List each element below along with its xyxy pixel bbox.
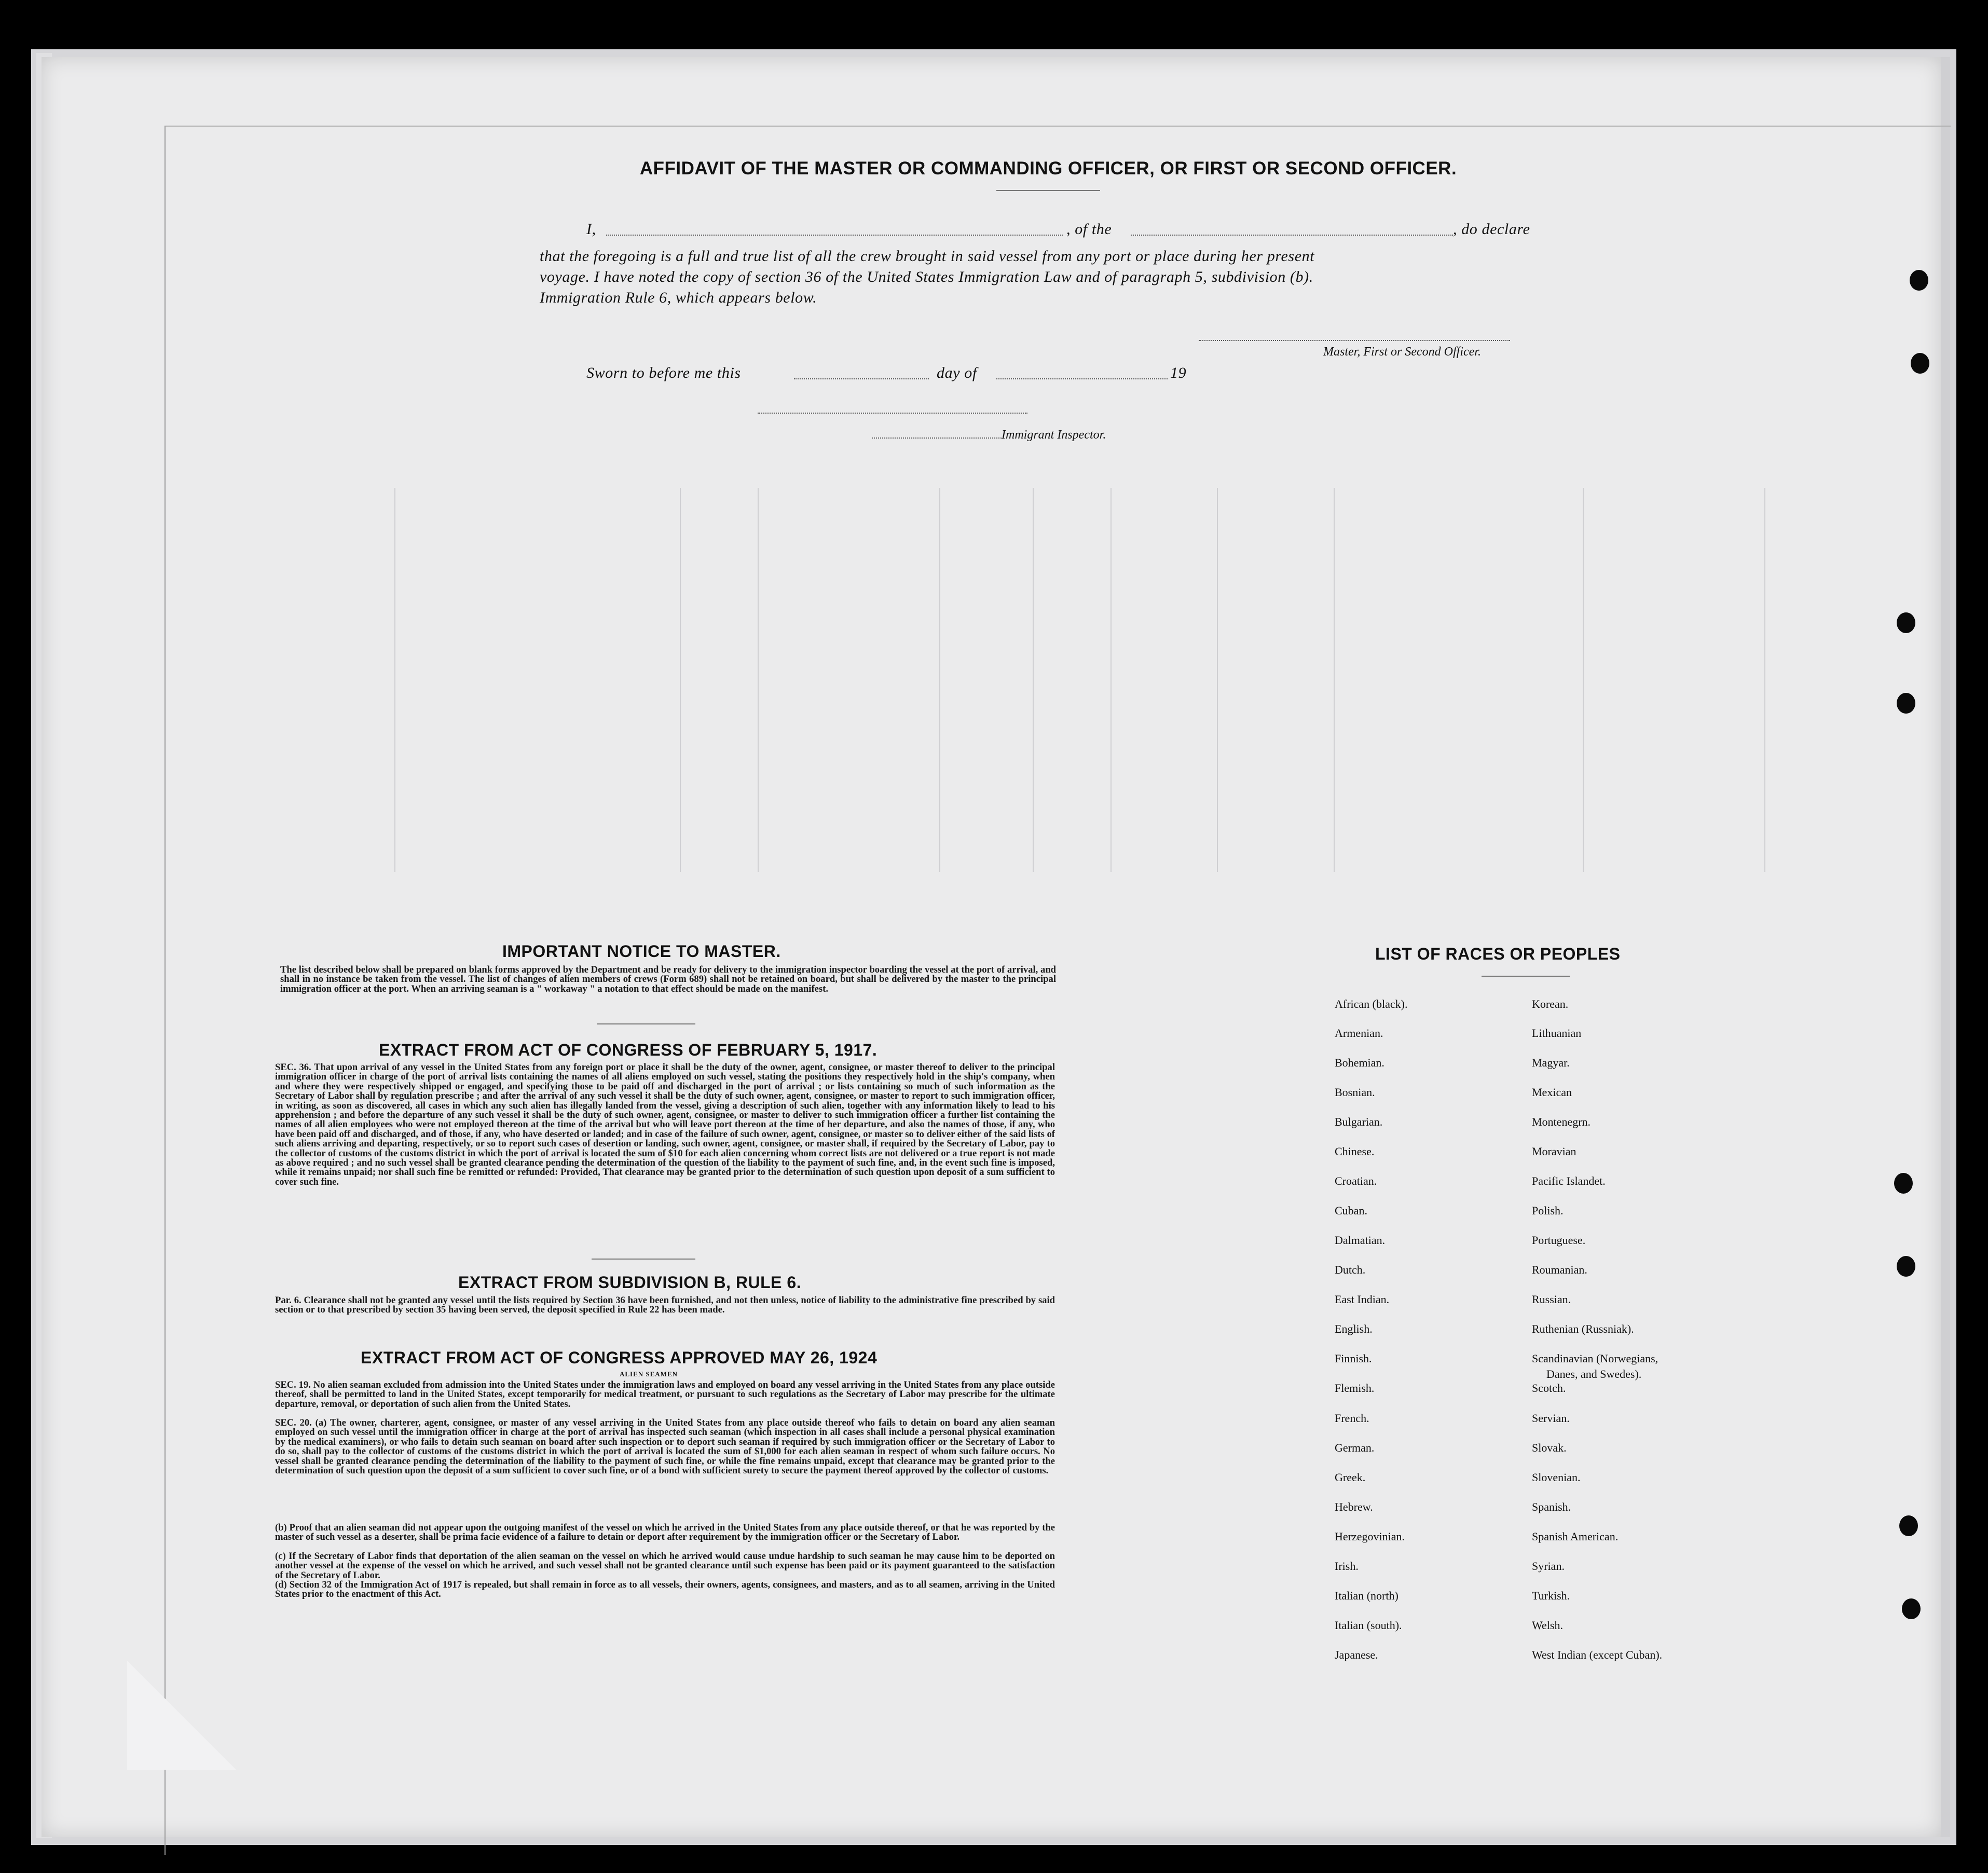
race-item-scandinavian-cont: Danes, and Swedes). [1546, 1368, 1642, 1380]
ghost-gridline [1217, 488, 1218, 872]
race-item: Mexican [1532, 1086, 1572, 1099]
race-item: West Indian (except Cuban). [1532, 1648, 1663, 1661]
master-caption: Master, First or Second Officer. [1323, 345, 1481, 359]
race-item: Spanish. [1532, 1500, 1571, 1513]
race-item: Moravian [1532, 1145, 1576, 1158]
race-item: Syrian. [1532, 1560, 1565, 1573]
race-item: Dalmatian. [1335, 1234, 1386, 1247]
extract-1924-sec20b: (b) Proof that an alien seaman did not appear upon the outgoing manifest of the vessel on which he arrived in the United States from any place outside thereof, or that he was reported by the master of such vessel as a deserter, shall be prima facie evidence of a failure to detain or deport after requirement by the immigration officer or the Secretary of Labor. [275, 1522, 1055, 1543]
race-item: Spanish American. [1532, 1530, 1619, 1543]
race-item: Bulgarian. [1335, 1115, 1383, 1128]
race-item: Dutch. [1335, 1263, 1366, 1276]
race-item: Pacific Islandet. [1532, 1174, 1606, 1187]
race-item: Armenian. [1335, 1027, 1383, 1040]
race-item: Polish. [1532, 1204, 1564, 1217]
race-item: Russian. [1532, 1293, 1571, 1306]
affidavit-of-the: , of the [1066, 221, 1112, 238]
sworn-year: 19 [1170, 364, 1187, 381]
race-item: Cuban. [1335, 1204, 1367, 1217]
binder-hole [1897, 1256, 1915, 1277]
affidavit-name-line [606, 235, 1063, 236]
races-title: LIST OF RACES OR PEOPLES [1375, 945, 1621, 963]
race-item: Ruthenian (Russniak). [1532, 1322, 1634, 1335]
inspector-line-1 [758, 413, 1027, 414]
race-item: Irish. [1335, 1560, 1359, 1573]
affidavit-title-rule [996, 190, 1100, 191]
ghost-gridline [1110, 488, 1112, 872]
race-item: Bosnian. [1335, 1086, 1375, 1099]
binder-hole [1902, 1598, 1921, 1619]
race-item: Montenegrn. [1532, 1115, 1591, 1128]
race-item: Herzegovinian. [1335, 1530, 1405, 1543]
ghost-gridline [1764, 488, 1765, 872]
race-item: Chinese. [1335, 1145, 1375, 1158]
corner-fold [127, 1661, 236, 1770]
races-title-rule [1482, 976, 1570, 977]
race-item: English. [1335, 1322, 1373, 1335]
race-item: East Indian. [1335, 1293, 1390, 1306]
binder-hole [1899, 1515, 1918, 1536]
subdivision-title: EXTRACT FROM SUBDIVISION B, RULE 6. [458, 1273, 802, 1292]
affidavit-line-4: Immigration Rule 6, which appears below. [540, 289, 817, 306]
race-item: Italian (north) [1335, 1589, 1399, 1602]
extract-1924-sec20d: (d) Section 32 of the Immigration Act of 1917 is repealed, but shall remain in force as to all vessels, their owners, agents, consignees, and masters, and as to all seamen, arriving in the United States prior to the enactment of this Act. [275, 1579, 1055, 1600]
extract-1924-title: EXTRACT FROM ACT OF CONGRESS APPROVED MAY 26, 1924 [361, 1348, 878, 1367]
extract-1917-rule [592, 1259, 695, 1260]
race-item: Portuguese. [1532, 1234, 1586, 1247]
binder-hole [1894, 1173, 1913, 1194]
race-item: Scotch. [1532, 1382, 1566, 1395]
race-item: Italian (south). [1335, 1619, 1402, 1632]
extract-1924-subtitle: ALIEN SEAMEN [619, 1370, 678, 1378]
extract-1924-sec20c: (c) If the Secretary of Labor finds that deportation of the alien seaman on the vessel on which he arrived would cause undue hardship to such seaman he may cause him to be deported on another vessel at the expense of the vessel on which he arrived, and such vessel shall not be granted clearance until such expense has been paid or its payment guaranteed to the satisfaction of the Secretary of Labor. [275, 1551, 1055, 1581]
notice-title: IMPORTANT NOTICE TO MASTER. [502, 942, 781, 961]
race-item: German. [1335, 1441, 1375, 1454]
race-item: Flemish. [1335, 1382, 1375, 1395]
extract-1917-title: EXTRACT FROM ACT OF CONGRESS OF FEBRUARY 5, 1917. [379, 1041, 878, 1059]
race-item: Croatian. [1335, 1174, 1377, 1187]
subdivision-body: Par. 6. Clearance shall not be granted any vessel until the lists required by Section 36 have been furnished, and not then unless, notice of liability to the administrative fine prescribed by said section or to that prescribed by section 35 having been served, the deposit specified in Rule 22 has been made. [275, 1295, 1055, 1316]
race-item: Bohemian. [1335, 1056, 1384, 1069]
race-item: Scandinavian (Norwegians, [1532, 1352, 1658, 1365]
notice-body: The list described below shall be prepared on blank forms approved by the Department and be ready for delivery to the immigration inspector boarding the vessel at the port of arrival, and shall in no instance be taken from the vessel. The list of changes of alien members of crews (Form 689) shall not be retained on board, but shall be delivered by the master to the principal immigration officer at the port. When an arriving seaman is a " workaway " a notation to that effect should be made on the manifest. [280, 964, 1056, 994]
ghost-gridline [939, 488, 940, 872]
sworn-text: Sworn to before me this [586, 364, 741, 381]
affidavit-line-2: that the foregoing is a full and true list of all the crew brought in said vessel from any port or place during her present [540, 248, 1315, 265]
extract-1924-sec20a: SEC. 20. (a) The owner, charterer, agent, consignee, or master of any vessel arriving in the United States from any place outside thereof who fails to detain on board any alien seaman employed on such vessel until the immigration officer in charge at the port of arrival has inspected such seaman (which inspection in all cases shall include a personal physical examination by the medical examiners), or who fails to detain such seaman on board after such inspection or to deport such seaman if required by such immigration officer or the Secretary of Labor to do so, shall pay to the collector of customs of the customs district in which the port of arrival is located the sum of $1,000 for each alien seaman in respect of whom such failure occurs. No vessel shall be granted clearance pending the determination of the liability to the payment of such fine, or while the fine remains unpaid, except that clearance may be granted prior to the determination of such question upon the deposit of a sum sufficient to cover such fine, or of a bond with sufficient surety to secure the payment thereof approved by the collector of customs. [275, 1417, 1055, 1476]
race-item: Turkish. [1532, 1589, 1570, 1602]
ghost-gridline [394, 488, 395, 872]
affidavit-vessel-line [1131, 235, 1453, 236]
race-item: Servian. [1532, 1412, 1570, 1425]
sworn-month-line [996, 378, 1168, 379]
binder-hole [1897, 612, 1915, 633]
race-item: African (black). [1335, 997, 1408, 1010]
race-item: Slovenian. [1532, 1471, 1581, 1484]
race-item: Korean. [1532, 997, 1569, 1010]
race-item: Hebrew. [1335, 1500, 1373, 1513]
race-item: Magyar. [1532, 1056, 1570, 1069]
ghost-gridline [1334, 488, 1335, 872]
ghost-gridline [1033, 488, 1034, 872]
affidavit-line-3: voyage. I have noted the copy of section 36 of the United States Immigration Law and of paragraph 5, subdivision (b). [540, 268, 1313, 285]
race-item: Lithuanian [1532, 1027, 1582, 1040]
race-item: French. [1335, 1412, 1369, 1425]
sworn-day-line [794, 378, 929, 379]
extract-1917-body: SEC. 36. That upon arrival of any vessel in the United States from any foreign port or place it shall be the duty of the owner, agent, consignee, or master thereof to deliver to the principal immigration officer in charge of the port of arrival lists containing the names of all aliens employed on such vessel, stating the positions they respectively hold in the ship's company, when and where they were respectively shipped or engaged, and specifying those to be paid off and discharged in the port of arrival ; or lists containing so much of such information as the Secretary of Labor shall by regulation prescribe ; and after the arrival of any such vessel it shall be the duty of such owner, agent, consignee, or master to report to such immigration officer, in writing, as soon as discovered, all cases in which any such alien has illegally landed from the vessel, giving a description of such alien, together with any information likely to lead to his apprehension ; and before the departure of any such vessel it shall be the duty of such owner, agent, consignee, or master to deliver to such immigration officer a further list containing the names of all alien employees who were not employed thereon at the time of the arrival but who will leave port thereon at the time of her departure, and also the names of those, if any, who have been paid off and discharged, and of those, if any, who have deserted or landed; and in case of the failure of such owner, agent, consignee, or master so to deliver either of the said lists of such aliens arriving and departing, respectively, or so to report such cases of desertion or landing, such owner, agent, consignee, or master shall, if required by the Secretary of Labor, pay to the collector of customs of the customs district in which the port of arrival is located the sum of $10 for each alien concerning whom correct lists are not delivered or a true report is not made as above required ; and no such vessel shall be granted clearance pending the determination of the question of the liability to the payment of such fine, and, in the event such fine is imposed, while it remains unpaid; nor shall such fine be remitted or refunded: Provided, That clearance may be granted prior to the determination of such question upon deposit of a sum sufficient to cover such fine. [275, 1062, 1055, 1187]
race-item: Slovak. [1532, 1441, 1567, 1454]
affidavit-title: AFFIDAVIT OF THE MASTER OR COMMANDING OFFICER, OR FIRST OR SECOND OFFICER. [639, 158, 1457, 179]
ghost-gridline [758, 488, 759, 872]
binder-hole [1911, 353, 1929, 374]
affidavit-i: I, [586, 221, 596, 238]
race-item: Roumanian. [1532, 1263, 1587, 1276]
ghost-gridline [1583, 488, 1584, 872]
race-item: Welsh. [1532, 1619, 1563, 1632]
binder-hole [1910, 270, 1928, 291]
sworn-day-of: day of [937, 364, 977, 381]
race-item: Japanese. [1335, 1648, 1378, 1661]
race-item: Finnish. [1335, 1352, 1372, 1365]
inspector-caption: Immigrant Inspector. [1002, 428, 1106, 442]
affidavit-declare: , do declare [1453, 221, 1530, 238]
inspector-line-2 [872, 438, 1002, 439]
binder-hole [1897, 693, 1915, 714]
ghost-gridline [680, 488, 681, 872]
master-signature-line [1199, 340, 1510, 341]
race-item: Greek. [1335, 1471, 1366, 1484]
notice-rule [597, 1023, 695, 1024]
extract-1924-sec19: SEC. 19. No alien seaman excluded from admission into the United States under the immigration laws and employed on board any vessel arriving in the United States from any place outside thereof, shall be permitted to land in the United States, except temporarily for medical treatment, or pursuant to such regulations as the Secretary of Labor may prescribe for the ultimate departure, removal, or deportation of such alien from the United States. [275, 1379, 1055, 1410]
